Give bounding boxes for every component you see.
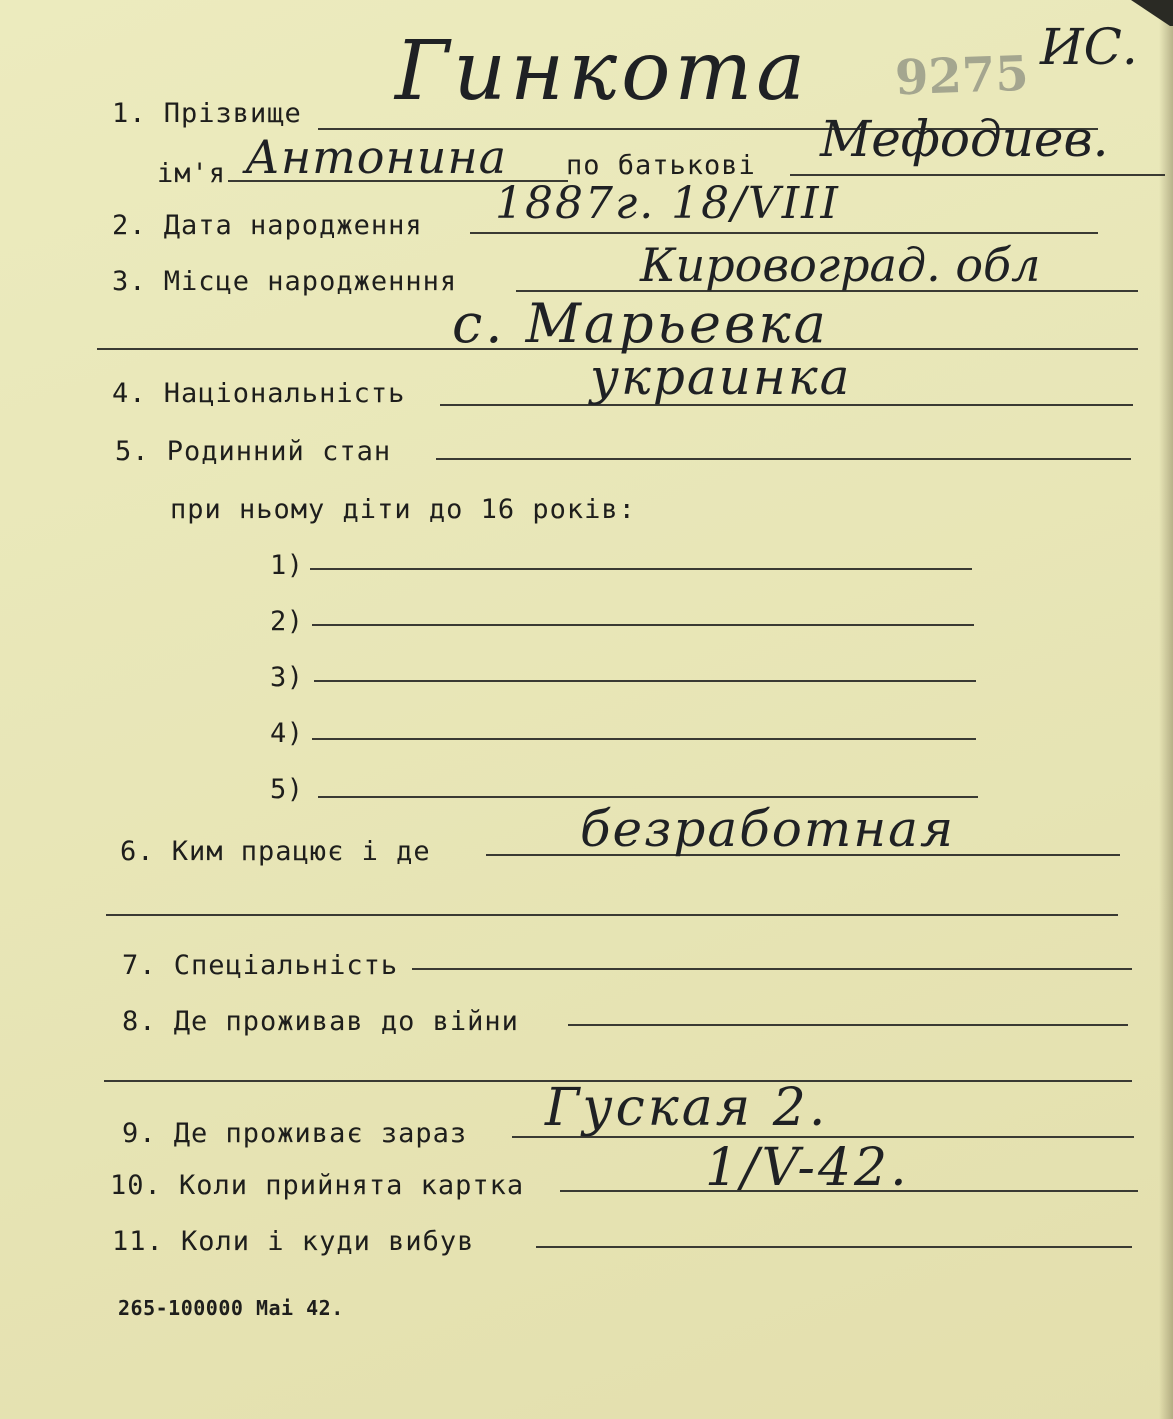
- prewar-residence-label: 8. Де проживав до війни: [122, 1006, 519, 1037]
- specialty-label: 7. Спеціальність: [122, 950, 399, 981]
- surname-value: Гинкота: [395, 24, 810, 119]
- child-4-line: [312, 738, 976, 740]
- birth-date-value: 1887г. 18/VIII: [495, 178, 840, 229]
- birth-place-label: 3. Місце народженння: [112, 266, 458, 297]
- child-1-line: [310, 568, 972, 570]
- child-3-line: [314, 680, 976, 682]
- child-1-label: 1): [270, 550, 304, 581]
- child-4-label: 4): [270, 718, 304, 749]
- print-info: 265-100000 Mai 42.: [118, 1296, 344, 1320]
- nationality-value: украинка: [590, 348, 852, 406]
- child-2-label: 2): [270, 606, 304, 637]
- name-label: ім'я: [157, 158, 227, 189]
- birth-date-line: [470, 232, 1098, 234]
- current-residence-value: Гуская 2.: [545, 1078, 829, 1138]
- work-line-2: [106, 914, 1118, 916]
- child-3-label: 3): [270, 662, 304, 693]
- child-5-line: [318, 796, 978, 798]
- birth-place-value-2: с. Марьевка: [452, 292, 829, 355]
- patronymic-label: по батькові: [566, 150, 756, 181]
- card-edge-shadow: [1159, 0, 1173, 1419]
- card-accepted-value: 1/V-42.: [705, 1138, 910, 1198]
- current-residence-label: 9. Де проживає зараз: [122, 1118, 468, 1149]
- surname-label: 1. Прізвище: [112, 98, 302, 129]
- departed-label: 11. Коли і куди вибув: [112, 1226, 475, 1257]
- child-2-line: [312, 624, 974, 626]
- family-status-line: [436, 458, 1131, 460]
- prewar-residence-line-1: [568, 1024, 1128, 1026]
- archive-suffix: ИС.: [1040, 18, 1138, 76]
- work-label: 6. Ким працює і де: [120, 836, 431, 867]
- work-value: безработная: [580, 800, 956, 858]
- specialty-line: [412, 968, 1132, 970]
- archive-number-stamp: 9275: [894, 45, 1030, 107]
- patronymic-line: [790, 174, 1165, 176]
- patronymic-value: Мефодиев.: [820, 110, 1109, 168]
- birth-place-value-1: Кировоград. обл: [640, 238, 1041, 292]
- children-label: при ньому діти до 16 років:: [170, 494, 636, 525]
- name-value: Антонина: [245, 130, 508, 184]
- family-status-label: 5. Родинний стан: [115, 436, 392, 467]
- birth-date-label: 2. Дата народження: [112, 210, 423, 241]
- nationality-label: 4. Національність: [112, 378, 406, 409]
- child-5-label: 5): [270, 774, 304, 805]
- card-accepted-label: 10. Коли прийнята картка: [110, 1170, 525, 1201]
- departed-line: [536, 1246, 1132, 1248]
